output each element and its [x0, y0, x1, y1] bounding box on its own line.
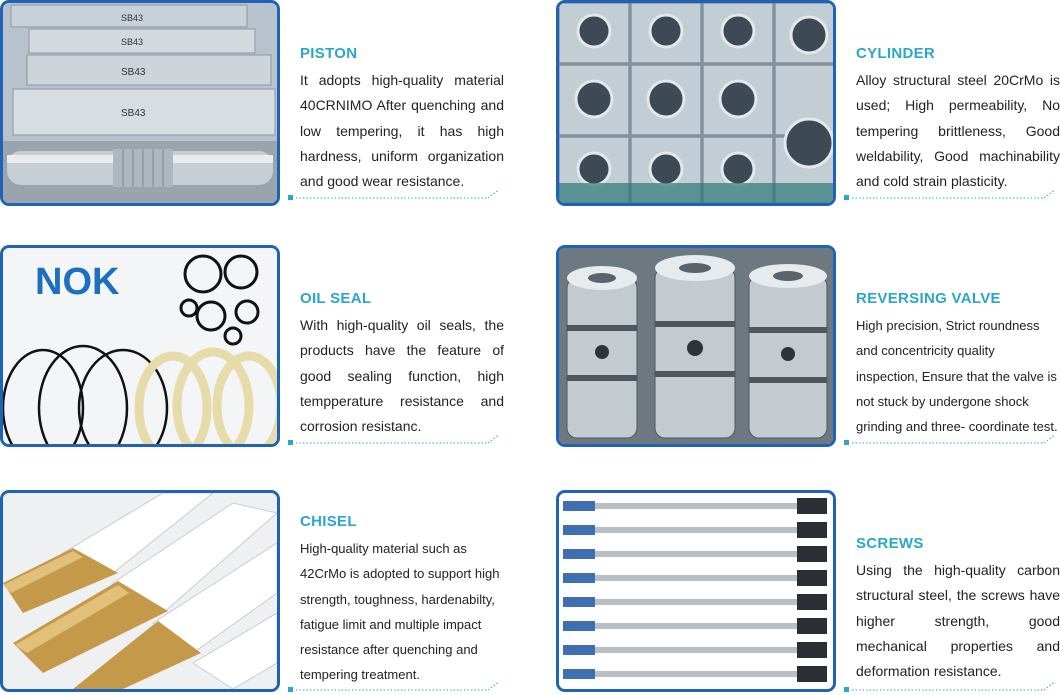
- product-description: Using the high-quality carbon structural steel, the screws have higher strength, good mechanical properties and deformation resistance.: [856, 562, 1060, 680]
- product-card-cylinder: [556, 0, 1060, 212]
- product-card-chisel: [0, 490, 530, 695]
- piston-text: [300, 44, 504, 194]
- product-card-screws: [556, 490, 1060, 695]
- oil-seal-text: [300, 289, 504, 439]
- svg-text:SB43: SB43: [121, 13, 144, 23]
- chisel-text: [300, 512, 504, 688]
- product-description: High-quality material such as 42CrMo is adopted to support high strength, toughness, hardenabilty, fatigue limit and multiple impact resistance after quenching and tempering treatment.: [300, 541, 500, 683]
- reversing-valve-text: [856, 289, 1060, 439]
- product-title: CYLINDER: [856, 45, 936, 62]
- product-card-piston: [0, 0, 530, 212]
- reversing-valve-photo: [556, 245, 836, 447]
- product-card-reversing-valve: [556, 245, 1060, 457]
- svg-text:NOK: NOK: [35, 261, 120, 303]
- svg-text:SB43: SB43: [121, 67, 146, 78]
- chisel-photo: [0, 490, 280, 692]
- product-description: With high-quality oil seals, the products have the feature of good sealing function, high tempperature resistance and corrosion resistanc.: [300, 317, 504, 435]
- product-title: PISTON: [300, 45, 358, 62]
- dotted-underline: [844, 190, 1060, 202]
- product-description: High precision, Strict roundness and concentricity quality inspection, Ensure that the valve is not stuck by undergone shock grinding and three- coordinate test.: [856, 318, 1058, 435]
- piston-photo: [0, 0, 280, 206]
- screws-photo: [556, 490, 836, 692]
- screws-text: [856, 534, 1060, 684]
- product-title: OIL SEAL: [300, 290, 372, 307]
- cylinder-photo: [556, 0, 836, 206]
- dotted-underline: [844, 682, 1060, 694]
- dotted-underline: [288, 682, 508, 694]
- product-title: REVERSING VALVE: [856, 290, 1001, 307]
- product-title: SCREWS: [856, 535, 924, 552]
- cylinder-text: [856, 44, 1060, 194]
- dotted-underline: [288, 190, 508, 202]
- product-card-oil-seal: [0, 245, 530, 457]
- dotted-underline: [844, 435, 1060, 447]
- oil-seal-photo: [0, 245, 280, 447]
- svg-text:SB43: SB43: [121, 37, 144, 47]
- svg-text:SB43: SB43: [121, 108, 146, 119]
- dotted-underline: [288, 435, 508, 447]
- product-description: It adopts high-quality material 40CRNIMO After quenching and low tempering, it has high hardness, uniform organization and good wear resistance.: [300, 72, 504, 190]
- product-title: CHISEL: [300, 513, 357, 530]
- product-description: Alloy structural steel 20CrMo is used; High permeability, No tempering brittleness, Good weldability, Good machinability and cold strain plasticity.: [856, 72, 1060, 190]
